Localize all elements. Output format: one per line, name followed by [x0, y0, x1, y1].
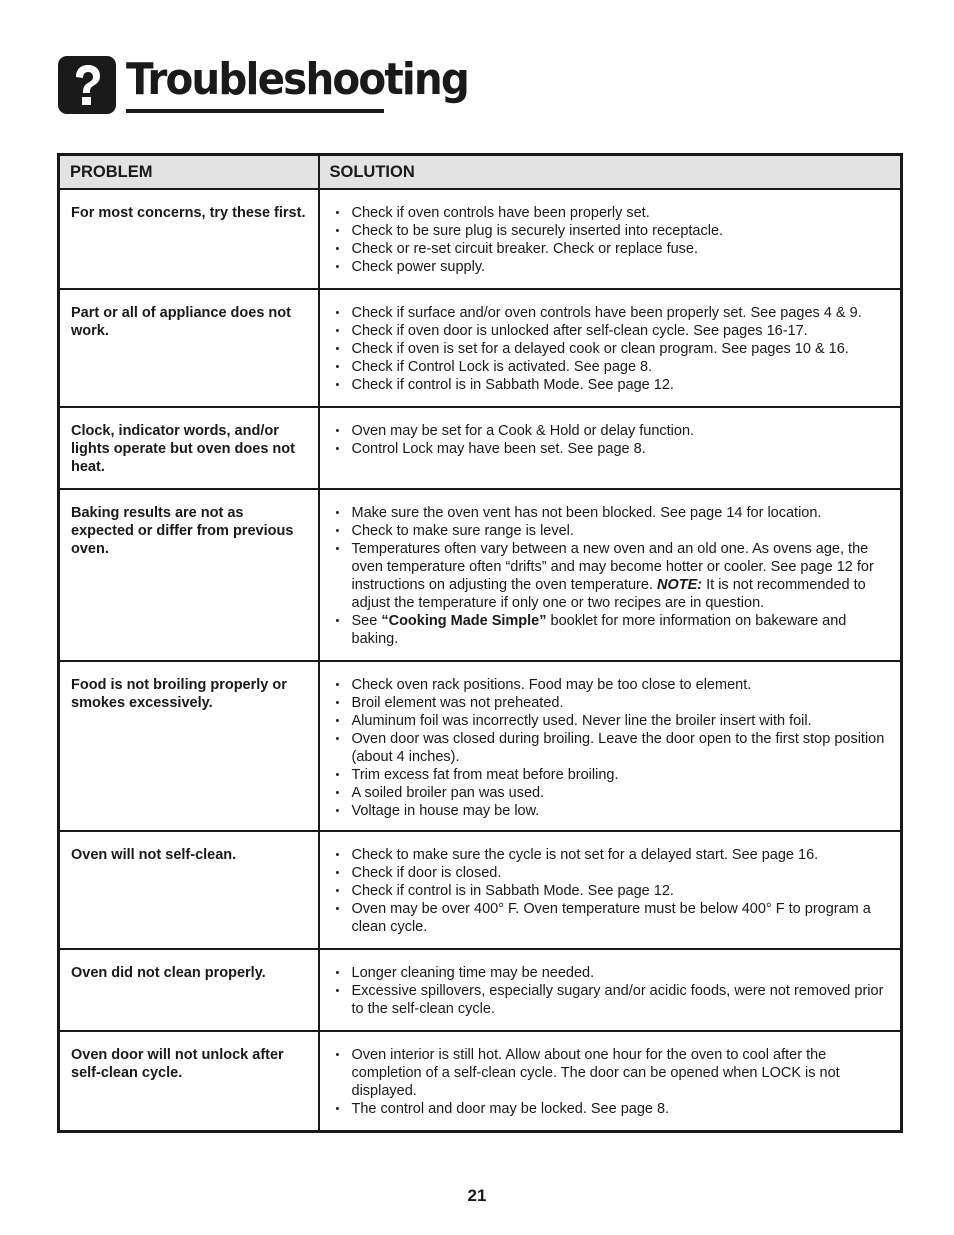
- solution-cell: [319, 661, 902, 831]
- solution-item: • Check to make sure the cycle is not set for a delayed start. See page 16.: [333, 846, 893, 864]
- solution-cell: [319, 1031, 902, 1131]
- problem-column-header: PROBLEM: [59, 155, 319, 190]
- page-title: Troubleshooting: [126, 54, 469, 105]
- solution-cell: [319, 289, 902, 407]
- solution-item: • Check if oven is set for a delayed cook or clean program. See pages 10 & 16.: [333, 340, 893, 358]
- solution-list: [333, 304, 893, 394]
- problem-cell: For most concerns, try these first.: [59, 189, 319, 289]
- solution-item: [333, 540, 893, 612]
- solution-item: • The control and door may be locked. See page 8.: [333, 1100, 893, 1118]
- table-row: [59, 407, 902, 489]
- solution-cell: [319, 489, 902, 661]
- table-row: [59, 831, 902, 949]
- table-row: [59, 189, 902, 289]
- solution-item: • Trim excess fat from meat before broiling.: [333, 766, 893, 784]
- title-block: [126, 54, 498, 106]
- solution-item: • Make sure the oven vent has not been blocked. See page 14 for location.: [333, 504, 893, 522]
- problem-cell: Food is not broiling properly or smokes excessively.: [59, 661, 319, 831]
- solution-list: [333, 676, 893, 820]
- solution-cell: [319, 189, 902, 289]
- problem-cell: Oven will not self-clean.: [59, 831, 319, 949]
- solution-item: • Longer cleaning time may be needed.: [333, 964, 893, 982]
- problem-cell: Oven door will not unlock after self-clean cycle.: [59, 1031, 319, 1131]
- solution-item: • Check if door is closed.: [333, 864, 893, 882]
- solution-item: • Check power supply.: [333, 258, 893, 276]
- table-row: [59, 289, 902, 407]
- solution-item: • Check if surface and/or oven controls have been properly set. See pages 4 & 9.: [333, 304, 893, 322]
- note-label: NOTE:: [656, 577, 703, 593]
- solution-item: • Broil element was not preheated.: [333, 694, 893, 712]
- solution-item: • Check oven rack positions. Food may be too close to element.: [333, 676, 893, 694]
- table-row: [59, 949, 902, 1031]
- solution-item: • Voltage in house may be low.: [333, 802, 893, 820]
- solution-item: • Control Lock may have been set. See page 8.: [333, 440, 893, 458]
- page-header: [58, 54, 498, 118]
- solution-item: • Check to make sure range is level.: [333, 522, 893, 540]
- solution-item: • Aluminum foil was incorrectly used. Never line the broiler insert with foil.: [333, 712, 893, 730]
- solution-cell: [319, 831, 902, 949]
- solution-list: [333, 846, 893, 936]
- solution-text: It is not recommended to adjust the temperature if only one or two recipes are in question.: [351, 577, 866, 611]
- solution-item: • Check or re-set circuit breaker. Check or replace fuse.: [333, 240, 893, 258]
- solution-item: • Check if Control Lock is activated. See page 8.: [333, 358, 893, 376]
- solution-item: • Check if oven door is unlocked after self-clean cycle. See pages 16-17.: [333, 322, 893, 340]
- solution-text: Temperatures often vary between a new oven and an old one. As ovens age, the oven temperature often “drifts” and may become hotter or cooler. See page 12 for instructions on adjusting the oven temperature.: [351, 541, 874, 593]
- solution-item: [333, 612, 893, 648]
- problem-cell: Clock, indicator words, and/or lights operate but oven does not heat.: [59, 407, 319, 489]
- solution-list: [333, 1046, 893, 1118]
- solution-item: • Check if control is in Sabbath Mode. See page 12.: [333, 882, 893, 900]
- title-underline: [126, 109, 384, 113]
- problem-cell: Baking results are not as expected or differ from previous oven.: [59, 489, 319, 661]
- solution-list: [333, 964, 893, 1018]
- solution-item: • Check if oven controls have been properly set.: [333, 204, 893, 222]
- solution-list: [333, 422, 893, 458]
- solution-column-header: SOLUTION: [319, 155, 902, 190]
- booklet-title: “Cooking Made Simple”: [381, 613, 547, 629]
- solution-item: • Check to be sure plug is securely inserted into receptacle.: [333, 222, 893, 240]
- solution-list: [333, 504, 893, 648]
- solution-item: • Excessive spillovers, especially sugary and/or acidic foods, were not removed prior to the self-clean cycle.: [333, 982, 893, 1018]
- solution-list: [333, 204, 893, 276]
- table-row: [59, 489, 902, 661]
- table-header-row: [59, 155, 902, 190]
- troubleshooting-table: [57, 153, 903, 1133]
- problem-cell: Oven did not clean properly.: [59, 949, 319, 1031]
- solution-item: • Oven interior is still hot. Allow about one hour for the oven to cool after the completion of a self-clean cycle. The door can be opened when LOCK is not displayed.: [333, 1046, 893, 1100]
- table-row: [59, 1031, 902, 1131]
- solution-text: See: [351, 613, 382, 629]
- solution-item: • Oven door was closed during broiling. Leave the door open to the first stop position (about 4 inches).: [333, 730, 893, 766]
- solution-item: • Oven may be over 400° F. Oven temperature must be below 400° F to program a clean cycle.: [333, 900, 893, 936]
- solution-item: • A soiled broiler pan was used.: [333, 784, 893, 802]
- solution-item: • Oven may be set for a Cook & Hold or delay function.: [333, 422, 893, 440]
- solution-text: booklet for more information on bakeware and baking.: [351, 613, 847, 647]
- table-row: [59, 661, 902, 831]
- page-number: 21: [467, 1186, 487, 1205]
- solution-cell: [319, 949, 902, 1031]
- question-mark-icon: [58, 56, 116, 114]
- solution-item: • Check if control is in Sabbath Mode. See page 12.: [333, 376, 893, 394]
- solution-cell: [319, 407, 902, 489]
- problem-cell: Part or all of appliance does not work.: [59, 289, 319, 407]
